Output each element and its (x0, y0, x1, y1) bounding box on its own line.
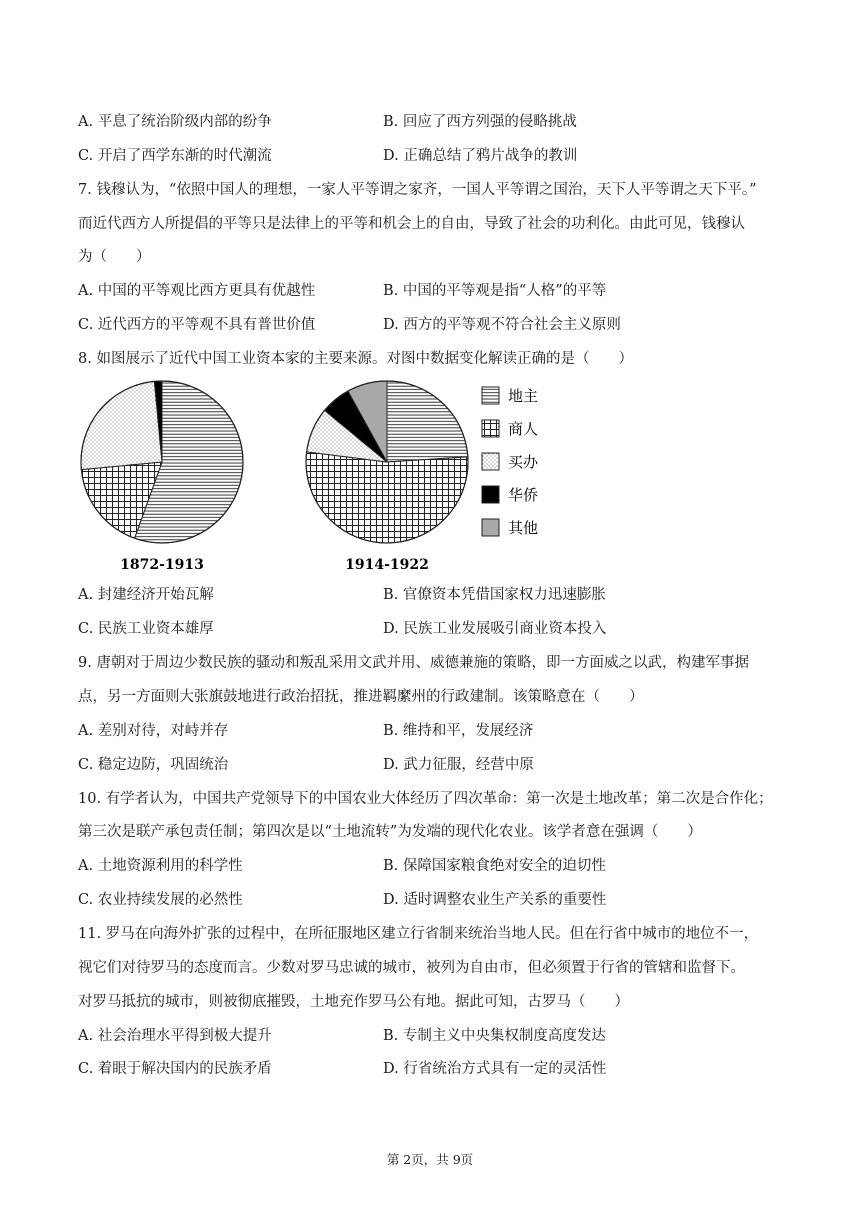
pie-slice-2-地主 (387, 381, 468, 462)
q11-option-c[interactable]: C. 着眼于解决国内的民族矛盾 (78, 1061, 272, 1077)
legend-swatch-地主 (482, 387, 499, 404)
q8-option-d[interactable]: D. 民族工业发展吸引商业资本投入 (383, 621, 607, 637)
q10-stem-line-2: 第三次是联产承包责任制；第四次是以“土地流转”为发端的现代化农业。该学者意在强调（ ） (78, 824, 702, 840)
pie-legend (482, 387, 539, 537)
legend-swatch-华侨 (482, 486, 499, 503)
pie-slice-1-买办 (81, 381, 162, 469)
q11-stem-line-1: 11. 罗马在向海外扩张的过程中，在所征服地区建立行省制来统治当地人民。但在行省中城市的地位不一， (78, 926, 759, 942)
pie-slice-2-商人 (306, 452, 468, 543)
q11-option-b[interactable]: B. 专制主义中央集权制度高度发达 (383, 1028, 606, 1044)
q9-stem-line-2: 点，另一方面则大张旗鼓地进行政治招抚，推进羁縻州的行政建制。该策略意在（ ） (78, 689, 644, 705)
legend-label-买办: 买办 (508, 453, 539, 471)
q10-option-c[interactable]: C. 农业持续发展的必然性 (78, 892, 243, 908)
q10-stem-line-1: 10. 有学者认为，中国共产党领导下的中国农业大体经历了四次革命：第一次是土地改革；第二次是合作化； (78, 791, 773, 807)
q7-option-d[interactable]: D. 西方的平等观不符合社会主义原则 (383, 317, 621, 333)
q6-option-d[interactable]: D. 正确总结了鸦片战争的教训 (383, 148, 578, 164)
legend-swatch-买办 (482, 453, 499, 470)
q10-option-a[interactable]: A. 土地资源利用的科学性 (78, 858, 243, 874)
q11-option-d[interactable]: D. 行省统治方式具有一定的灵活性 (383, 1061, 607, 1077)
q7-stem-line-3: 为（ ） (78, 249, 151, 265)
q11-option-a[interactable]: A. 社会治理水平得到极大提升 (78, 1028, 272, 1044)
q7-stem-line-2: 而近代西方人所提倡的平等只是法律上的平等和机会上的自由，导致了社会的功利化。由此可见，钱穆认 (78, 216, 745, 232)
q8-stem: 8. 如图展示了近代中国工业资本家的主要来源。对图中数据变化解读正确的是（ ） (78, 351, 633, 367)
q9-option-b[interactable]: B. 维持和平，发展经济 (383, 723, 534, 739)
pie-1872-1913 (81, 381, 243, 543)
q7-option-c[interactable]: C. 近代西方的平等观不具有普世价值 (78, 317, 316, 333)
q11-stem-line-3: 对罗马抵抗的城市，则被彻底摧毁，土地充作罗马公有地。据此可知，古罗马（ ） (78, 994, 629, 1010)
legend-label-地主: 地主 (508, 387, 539, 405)
q9-option-c[interactable]: C. 稳定边防，巩固统治 (78, 757, 229, 773)
q9-option-d[interactable]: D. 武力征服，经营中原 (383, 757, 534, 773)
legend-swatch-其他 (482, 519, 499, 536)
pie-1-year-label: 1872-1913 (120, 557, 204, 573)
q9-stem-line-1: 9. 唐朝对于周边少数民族的骚动和叛乱采用文武并用、威德兼施的策略，即一方面威之以武，构建军事据 (78, 655, 749, 671)
q8-option-a[interactable]: A. 封建经济开始瓦解 (78, 587, 214, 603)
q8-option-c[interactable]: C. 民族工业资本雄厚 (78, 621, 214, 637)
q6-option-c[interactable]: C. 开启了西学东渐的时代潮流 (78, 148, 272, 164)
legend-label-华侨: 华侨 (508, 486, 539, 504)
q7-option-a[interactable]: A. 中国的平等观比西方更具有优越性 (78, 283, 316, 299)
legend-swatch-商人 (482, 420, 499, 437)
page-footer: 第 2页，共 9页 (386, 1152, 474, 1167)
q6-option-a[interactable]: A. 平息了统治阶级内部的纷争 (78, 114, 272, 130)
q9-option-a[interactable]: A. 差别对待，对峙并存 (78, 723, 229, 739)
pie-1914-1922 (306, 381, 468, 543)
q8-option-b[interactable]: B. 官僚资本凭借国家权力迅速膨胀 (383, 587, 606, 603)
q8-pie-chart-figure (70, 375, 590, 575)
q7-stem-line-1: 7. 钱穆认为，“依照中国人的理想，一家人平等谓之家齐，一国人平等谓之国治，天下人平等谓之天下平。” (78, 182, 757, 198)
pie-2-year-label: 1914-1922 (345, 557, 429, 573)
q10-option-b[interactable]: B. 保障国家粮食绝对安全的迫切性 (383, 858, 606, 874)
legend-label-其他: 其他 (508, 519, 539, 537)
q11-stem-line-2: 视它们对待罗马的态度而言。少数对罗马忠诚的城市，被列为自由市，但必须置于行省的管辖和监督下。 (78, 960, 745, 976)
q7-option-b[interactable]: B. 中国的平等观是指“人格”的平等 (383, 283, 607, 299)
q10-option-d[interactable]: D. 适时调整农业生产关系的重要性 (383, 892, 607, 908)
q6-option-b[interactable]: B. 回应了西方列强的侵略挑战 (383, 114, 577, 130)
legend-label-商人: 商人 (508, 420, 539, 438)
